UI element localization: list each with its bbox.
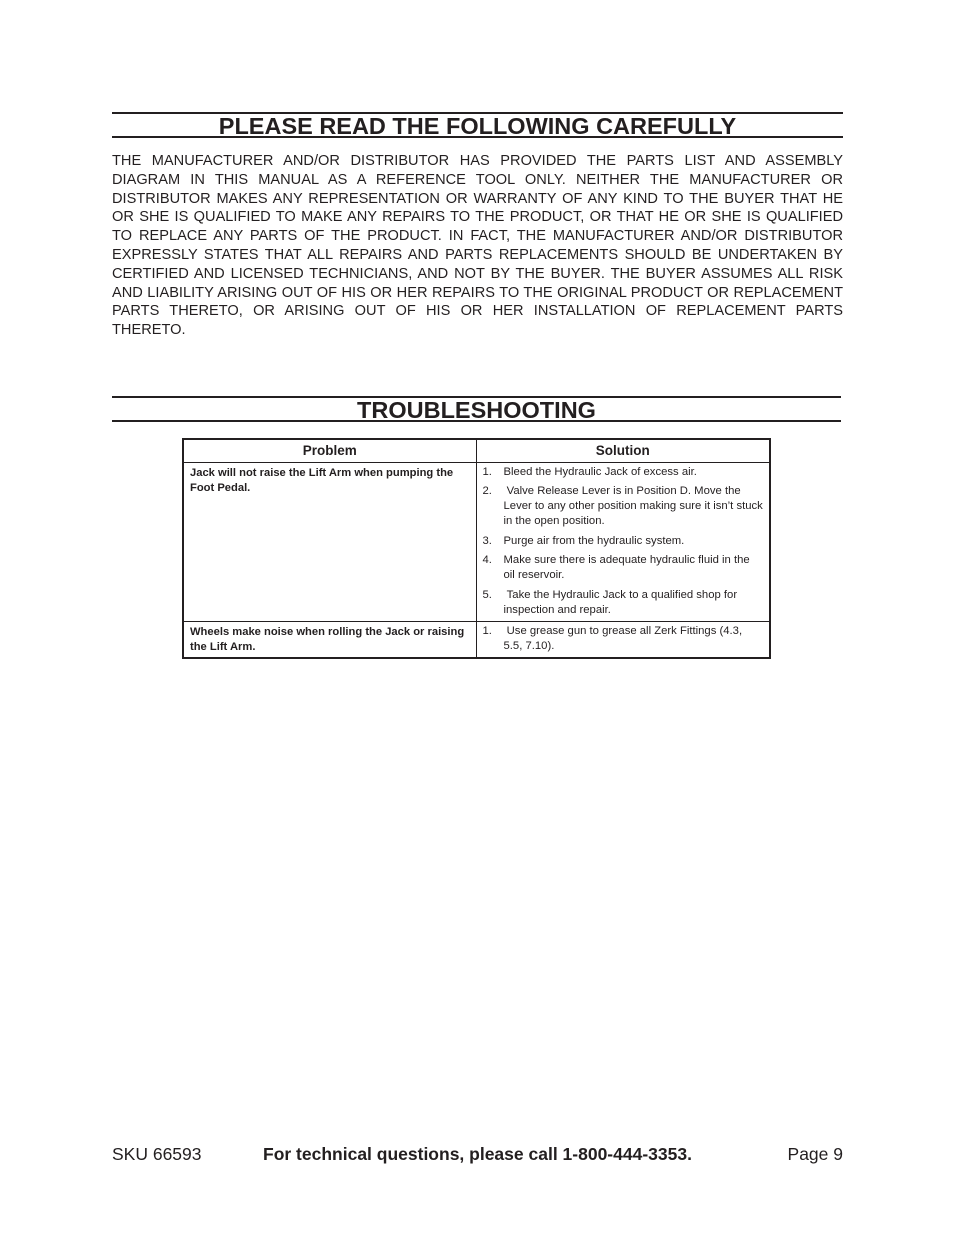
step-number: 1.: [482, 624, 492, 637]
solution-cell: [476, 621, 770, 658]
problem-cell: Jack will not raise the Lift Arm when pumping the Foot Pedal.: [183, 463, 476, 622]
list-item: [483, 484, 764, 529]
step-text: Bleed the Hydraulic Jack of excess air.: [503, 466, 697, 478]
troubleshooting-heading-box: [112, 396, 841, 422]
troubleshooting-title: TROUBLESHOOTING: [357, 397, 596, 423]
list-item: [483, 553, 764, 583]
problem-cell: Wheels make noise when rolling the Jack or raising the Lift Arm.: [183, 621, 476, 658]
problem-column-header: Problem: [183, 439, 476, 463]
solution-list: [483, 624, 764, 654]
solution-cell: [476, 463, 770, 622]
step-text: Use grease gun to grease all Zerk Fittings (4.3, 5.5, 7.10).: [503, 624, 746, 652]
table-row: [183, 621, 770, 658]
sku-label: SKU 66593: [112, 1144, 202, 1164]
list-item: [483, 588, 764, 618]
list-item: [483, 534, 764, 549]
list-item: [483, 465, 764, 480]
list-item: [483, 624, 764, 654]
table-row: [183, 463, 770, 622]
step-number: 5.: [482, 588, 492, 601]
step-text: Valve Release Lever is in Position D. Move the Lever to any other position making sure it isn’t stuck in the open position.: [503, 485, 766, 528]
table-header-row: [183, 439, 770, 463]
notice-heading-box: [112, 112, 843, 138]
notice-title: PLEASE READ THE FOLLOWING CAREFULLY: [218, 113, 737, 139]
troubleshooting-table: [182, 438, 771, 659]
step-text: Purge air from the hydraulic system.: [503, 534, 685, 547]
step-number: 3.: [482, 534, 492, 547]
step-number: 1.: [482, 466, 492, 478]
page-number: Page 9: [787, 1144, 843, 1164]
step-number: 4.: [482, 554, 492, 567]
solution-list: [483, 465, 764, 618]
technical-support-line: For technical questions, please call 1-800-444-3353.: [263, 1144, 692, 1164]
step-text: Make sure there is adequate hydraulic fluid in the oil reservoir.: [503, 554, 750, 582]
page-footer: [112, 1143, 843, 1165]
step-number: 2.: [482, 485, 492, 498]
step-text: Take the Hydraulic Jack to a qualified shop for inspection and repair.: [503, 588, 741, 616]
solution-column-header: Solution: [476, 439, 770, 463]
disclaimer-text: THE MANUFACTURER AND/OR DISTRIBUTOR HAS PROVIDED THE PARTS LIST AND ASSEMBLY DIAGRAM IN THIS MANUAL AS A REFERENCE TOOL ONLY. NEITHER THE MANUFACTURER OR DISTRIBUTOR MAKES ANY REPRESENTATION OR WARRANTY OF ANY KIND TO THE BUYER THAT HE OR SHE IS QUALIFIED TO MAKE ANY REPAIRS TO THE PRODUCT, OR THAT HE OR SHE IS QUALIFIED TO REPLACE ANY PARTS OF THE PRODUCT. IN FACT, THE MANUFACTURER AND/OR DISTRIBUTOR EXPRESSLY STATES THAT ALL REPAIRS AND PARTS REPLACEMENTS SHOULD BE UNDERTAKEN BY CERTIFIED AND LICENSED TECHNICIANS, AND NOT BY THE BUYER. THE BUYER ASSUMES ALL RISK AND LIABILITY ARISING OUT OF HIS OR HER REPAIRS TO THE ORIGINAL PRODUCT OR REPLACEMENT PARTS THERETO, OR ARISING OUT OF HIS OR HER INSTALLATION OF REPLACEMENT PARTS THERETO.: [112, 153, 843, 339]
